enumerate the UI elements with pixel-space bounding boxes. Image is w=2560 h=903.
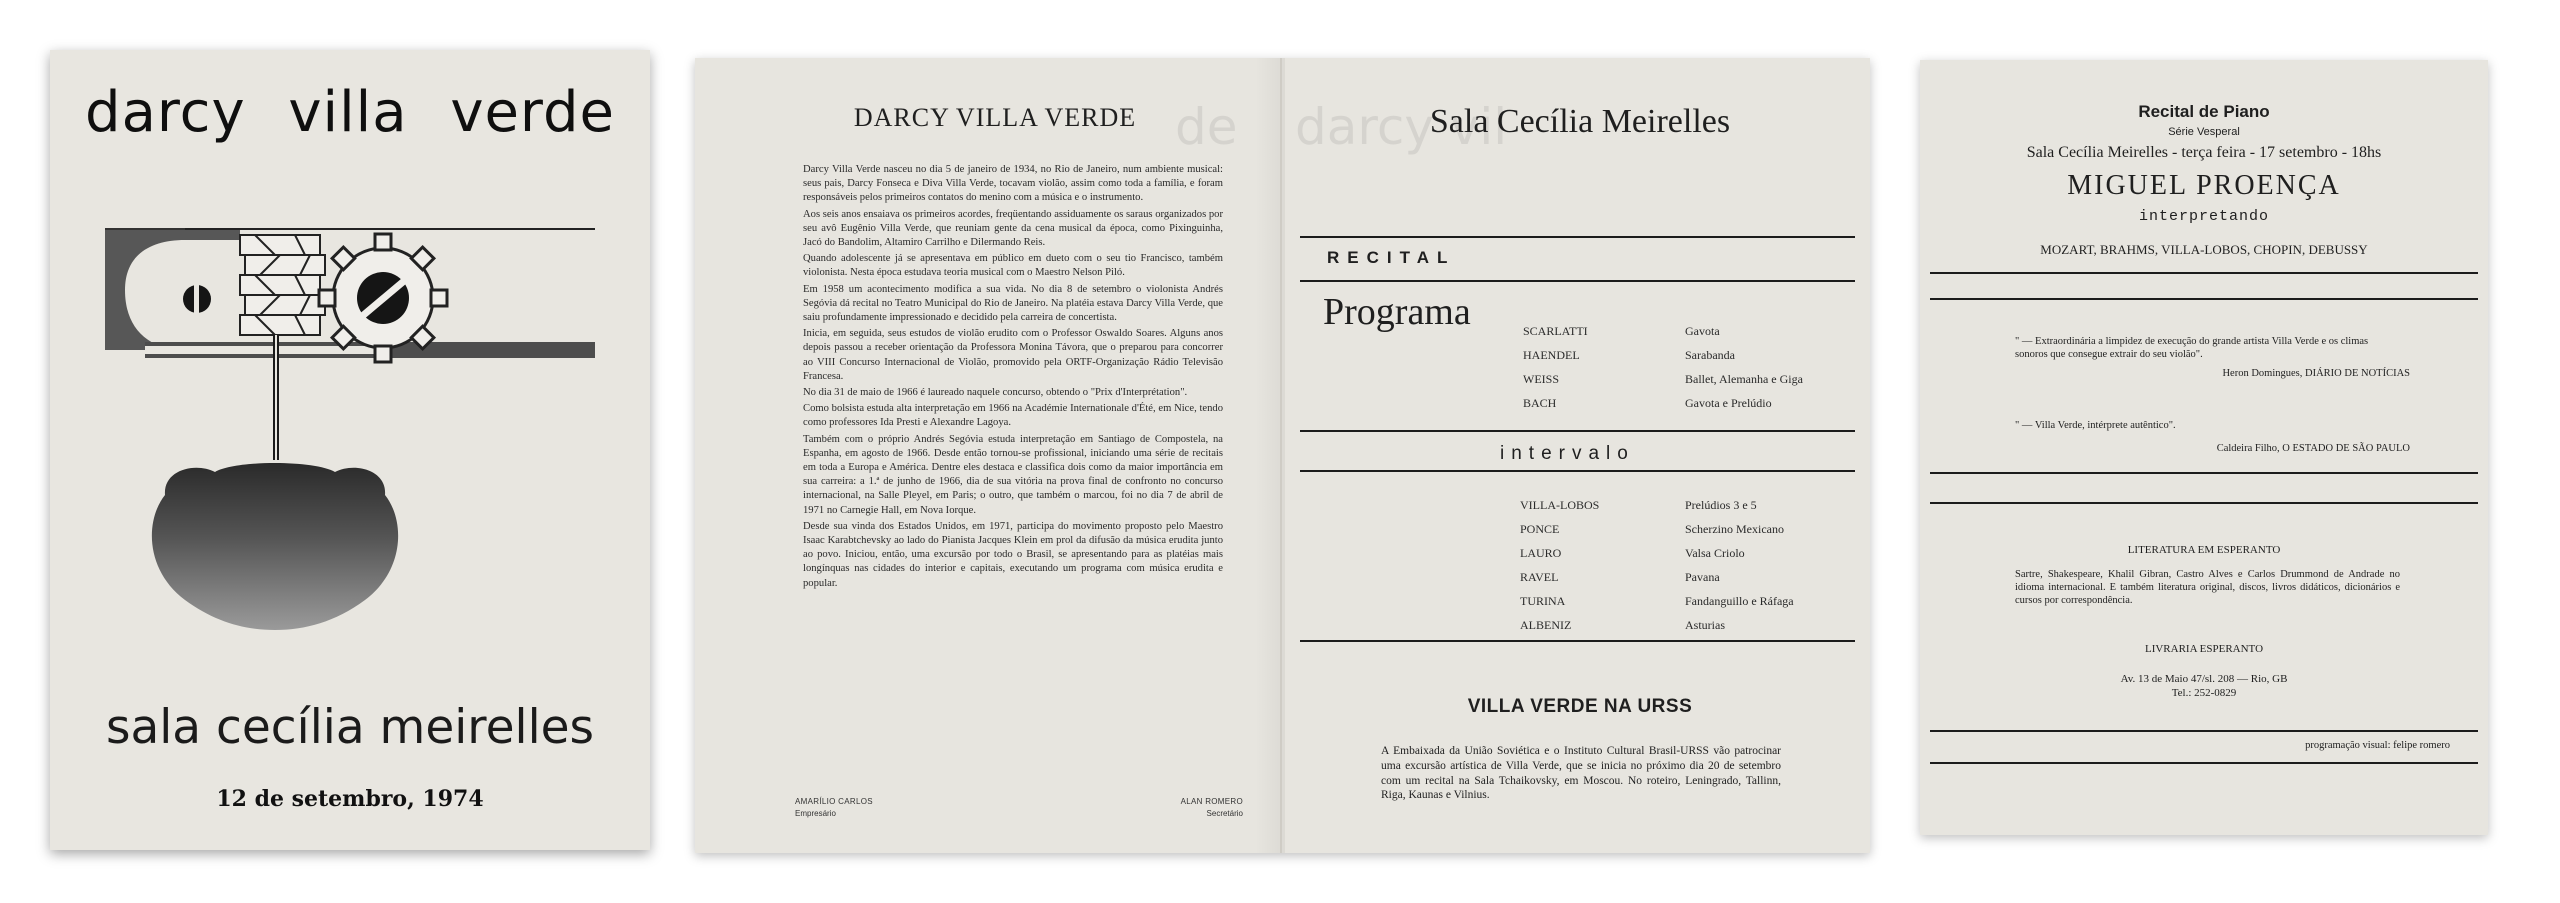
cover-art-lower-band-light: [145, 346, 385, 354]
back-credit: programação visual: felipe romero: [2305, 740, 2450, 751]
rule: [1930, 272, 2478, 274]
rule: [1300, 640, 1855, 642]
back-literatura-text: Sartre, Shakespeare, Khalil Gibran, Castro Alves e Carlos Drummond de Andrade no idioma internacional. E também literatura original, discos, livros didáticos, dicionários e cursos por correspondência.: [2015, 569, 2400, 606]
program-work: Pavana: [1685, 570, 1720, 584]
program-folder: [695, 58, 1870, 853]
back-livraria-tel: Tel.: 252-0829: [2171, 687, 2237, 699]
program-composer: TURINA: [1520, 594, 1566, 608]
cover-art-gear: [319, 234, 447, 362]
bio-paragraph: Inicia, em seguida, seus estudos de violão erudito com o Professor Oswaldo Soares. Alguns anos depois passou a receber orientação da Professora Monina Távora, que o preparou para concorrer ao VIII Concurso Internacional de Violão, promovido pela ORTF-Organização Rádio Televisão Francesa.: [803, 328, 1223, 382]
back-quote-2-author: Caldeira Filho, O ESTADO DE SÃO PAULO: [2216, 443, 2410, 454]
bio-paragraph: Darcy Villa Verde nasceu no dia 5 de janeiro de 1934, no Rio de Janeiro, num ambiente musical: seus pais, Darcy Fonseca e Diva Villa Verde, tocavam violão, assim como toda a família, e foram responsáveis pelos primeiros contatos do menino com a música e o instrumento.: [803, 164, 1223, 204]
back-livraria-title: LIVRARIA ESPERANTO: [2144, 643, 2264, 655]
bio-paragraph: Quando adolescente já se apresentava em público em dueto com o seu tio Francisco, também violonista. Nesta época estudava teoria musical com o Maestro Nelson Piló.: [803, 253, 1223, 279]
back-interpretando: interpretando: [2138, 208, 2270, 225]
program-work: Scherzino Mexicano: [1685, 522, 1784, 536]
back-recital-title: Recital de Piano: [2138, 102, 2270, 121]
bio-paragraph: Aos seis anos ensaiava os primeiros acordes, freqüentando assiduamente os saraus organizados por seu avô Eugênio Villa Verde, que reuniam gente da cena musical da época, como Pixinguinha, Jacó do Bandolim, Altamiro Carrilho e Dilermando Reis.: [803, 208, 1223, 249]
cover-art-dot-slit: [194, 283, 199, 315]
signature-left-role: Empresário: [795, 809, 836, 818]
program-venue: Sala Cecília Meirelles: [1429, 103, 1731, 140]
rule: [1300, 430, 1855, 432]
urss-text: A Embaixada da União Soviética e o Instituto Cultural Brasil-URSS vão patrocinar uma excursão artística de Villa Verde, que se inicia no próximo dia 20 de setembro com um recital na Sala Tchaikovsky, em Moscou. No roteiro, Leningrado, Tallinn, Riga, Kaunas e Vilnius.: [1381, 745, 1781, 802]
cover-art-top-rule: [185, 228, 595, 230]
ghost-show-through: de: [1175, 98, 1238, 156]
urss-title: VILLA VERDE NA URSS: [1467, 696, 1693, 717]
program-composer: RAVEL: [1520, 570, 1559, 584]
back-serie: Série Vesperal: [2168, 126, 2240, 138]
program-work: Asturias: [1685, 618, 1725, 632]
rule: [1930, 762, 2478, 764]
signature-left: [795, 796, 873, 820]
rule: [1300, 236, 1855, 238]
program-work: Prelúdios 3 e 5: [1685, 498, 1757, 512]
rule: [1930, 298, 2478, 300]
program-work: Gavota e Prelúdio: [1685, 396, 1772, 410]
ghost-show-through: darcy vil: [1295, 98, 1508, 156]
cover-art-blob: [152, 463, 398, 630]
rule: [1930, 472, 2478, 474]
bio-paragraph: Desde sua vinda dos Estados Unidos, em 1971, participa do movimento proposto pelo Maestro Isaac Karabtchevsky ao lado do Pianista Jacques Klein em prol da difusão da música erudita junto ao povo. Iniciou, então, uma excursão por todo o Brasil, se apresentando para as platéias mais longínquas nas cidades do interior e capitais, executando um programa com música erudita e popular.: [803, 520, 1223, 589]
cover-title: darcy villa verde: [85, 80, 615, 145]
bio-text: [803, 163, 1223, 593]
back-livraria-address: Av. 13 de Maio 47/sl. 208 — Rio, GB: [2120, 673, 2288, 685]
rule: [1930, 730, 2478, 732]
cover-art-band: [105, 228, 185, 230]
program-work: Fandanguillo e Ráfaga: [1685, 594, 1794, 608]
bio-title: DARCY VILLA VERDE: [853, 103, 1137, 132]
program-work: Sarabanda: [1685, 348, 1735, 362]
recital-label: RECITAL: [1327, 248, 1456, 267]
cover-page: [50, 50, 650, 850]
signature-right-role: Secretário: [1206, 809, 1243, 818]
program-composer: SCARLATTI: [1523, 324, 1588, 338]
back-performer: MIGUEL PROENÇA: [2067, 170, 2341, 201]
program-composer: PONCE: [1520, 522, 1560, 536]
back-composers: MOZART, BRAHMS, VILLA-LOBOS, CHOPIN, DEBUSSY: [2040, 242, 2368, 257]
program-composer: WEISS: [1523, 372, 1559, 386]
cover-date: 12 de setembro, 1974: [216, 786, 484, 812]
program-work: Valsa Criolo: [1685, 546, 1745, 560]
cover-venue: sala cecília meirelles: [105, 700, 595, 755]
bio-paragraph: Em 1958 um acontecimento modifica a sua vida. No dia 8 de setembro o violonista Andrés Segóvia dá recital no Teatro Municipal do Rio de Janeiro. Na platéia estava Darcy Villa Verde, que saiu profundamente impressionado e decidido pela carreira de concertista.: [803, 283, 1223, 324]
bio-paragraph: Como bolsista estuda alta interpretação em 1966 na Académie Internationale d'Été, em Nice, tendo como professores Ida Presti e Alexandre Lagoya.: [803, 403, 1223, 429]
signature-left-name: AMARÍLIO CARLOS: [795, 797, 873, 806]
program-composer: VILLA-LOBOS: [1520, 498, 1600, 512]
back-venue-line: Sala Cecília Meirelles - terça feira - 17 setembro - 18hs: [2026, 144, 2382, 161]
signature-right-name: ALAN ROMERO: [1180, 797, 1243, 806]
back-page: [1920, 60, 2488, 835]
back-quote-2: " — Villa Verde, intérprete autêntico".: [2015, 420, 2176, 431]
intervalo-label: intervalo: [1500, 443, 1635, 464]
back-quote-1-author: Heron Domingues, DIÁRIO DE NOTÍCIAS: [2222, 368, 2410, 379]
back-quote-1: " — Extraordinária a limpidez de execução do grande artista Villa Verde e os climas sonoros que consegue extrair do seu violão".: [2015, 336, 2369, 360]
program-composer: BACH: [1523, 396, 1557, 410]
rule: [1300, 470, 1855, 472]
program-composer: HAENDEL: [1523, 348, 1580, 362]
program-work: Gavota: [1685, 324, 1720, 338]
cover-art-light-lens: [125, 240, 240, 350]
bio-paragraph: Também com o próprio Andrés Segóvia estuda interpretação em Santiago de Compostela, na Espanha, em agosto de 1966. Desde então tornou-se profissional, iniciando uma série de recitais em toda a Europa e América. Dentre eles destaca e classifica dois como da maior importância em sua carreira: a 1.ª de junho de 1966, dia de sua vitória na prova final de confronto no concurso internacional, na Salle Pleyel, em Paris; o outro, que também o marcou, foi no dia 7 de abril de 1971 no Carnegie Hall, em Nova Iorque.: [803, 433, 1223, 516]
program-composer: ALBENIZ: [1520, 618, 1572, 632]
signature-right: [1163, 796, 1243, 820]
program-work: Ballet, Alemanha e Giga: [1685, 372, 1803, 386]
fold-line: [1280, 58, 1282, 853]
program-composer: LAURO: [1520, 546, 1562, 560]
cover-art-stem-inner: [275, 335, 277, 460]
bio-paragraph: No dia 31 de maio de 1966 é laureado naquele concurso, obtendo o "Prix d'Interprétation".: [803, 387, 1188, 399]
rule: [1930, 502, 2478, 504]
back-literatura-title: LITERATURA EM ESPERANTO: [2127, 544, 2281, 556]
rule: [1300, 280, 1855, 282]
cover-illustration: [105, 170, 595, 690]
cover-art-coil: [240, 235, 325, 335]
programa-label: Programa: [1323, 291, 1471, 333]
